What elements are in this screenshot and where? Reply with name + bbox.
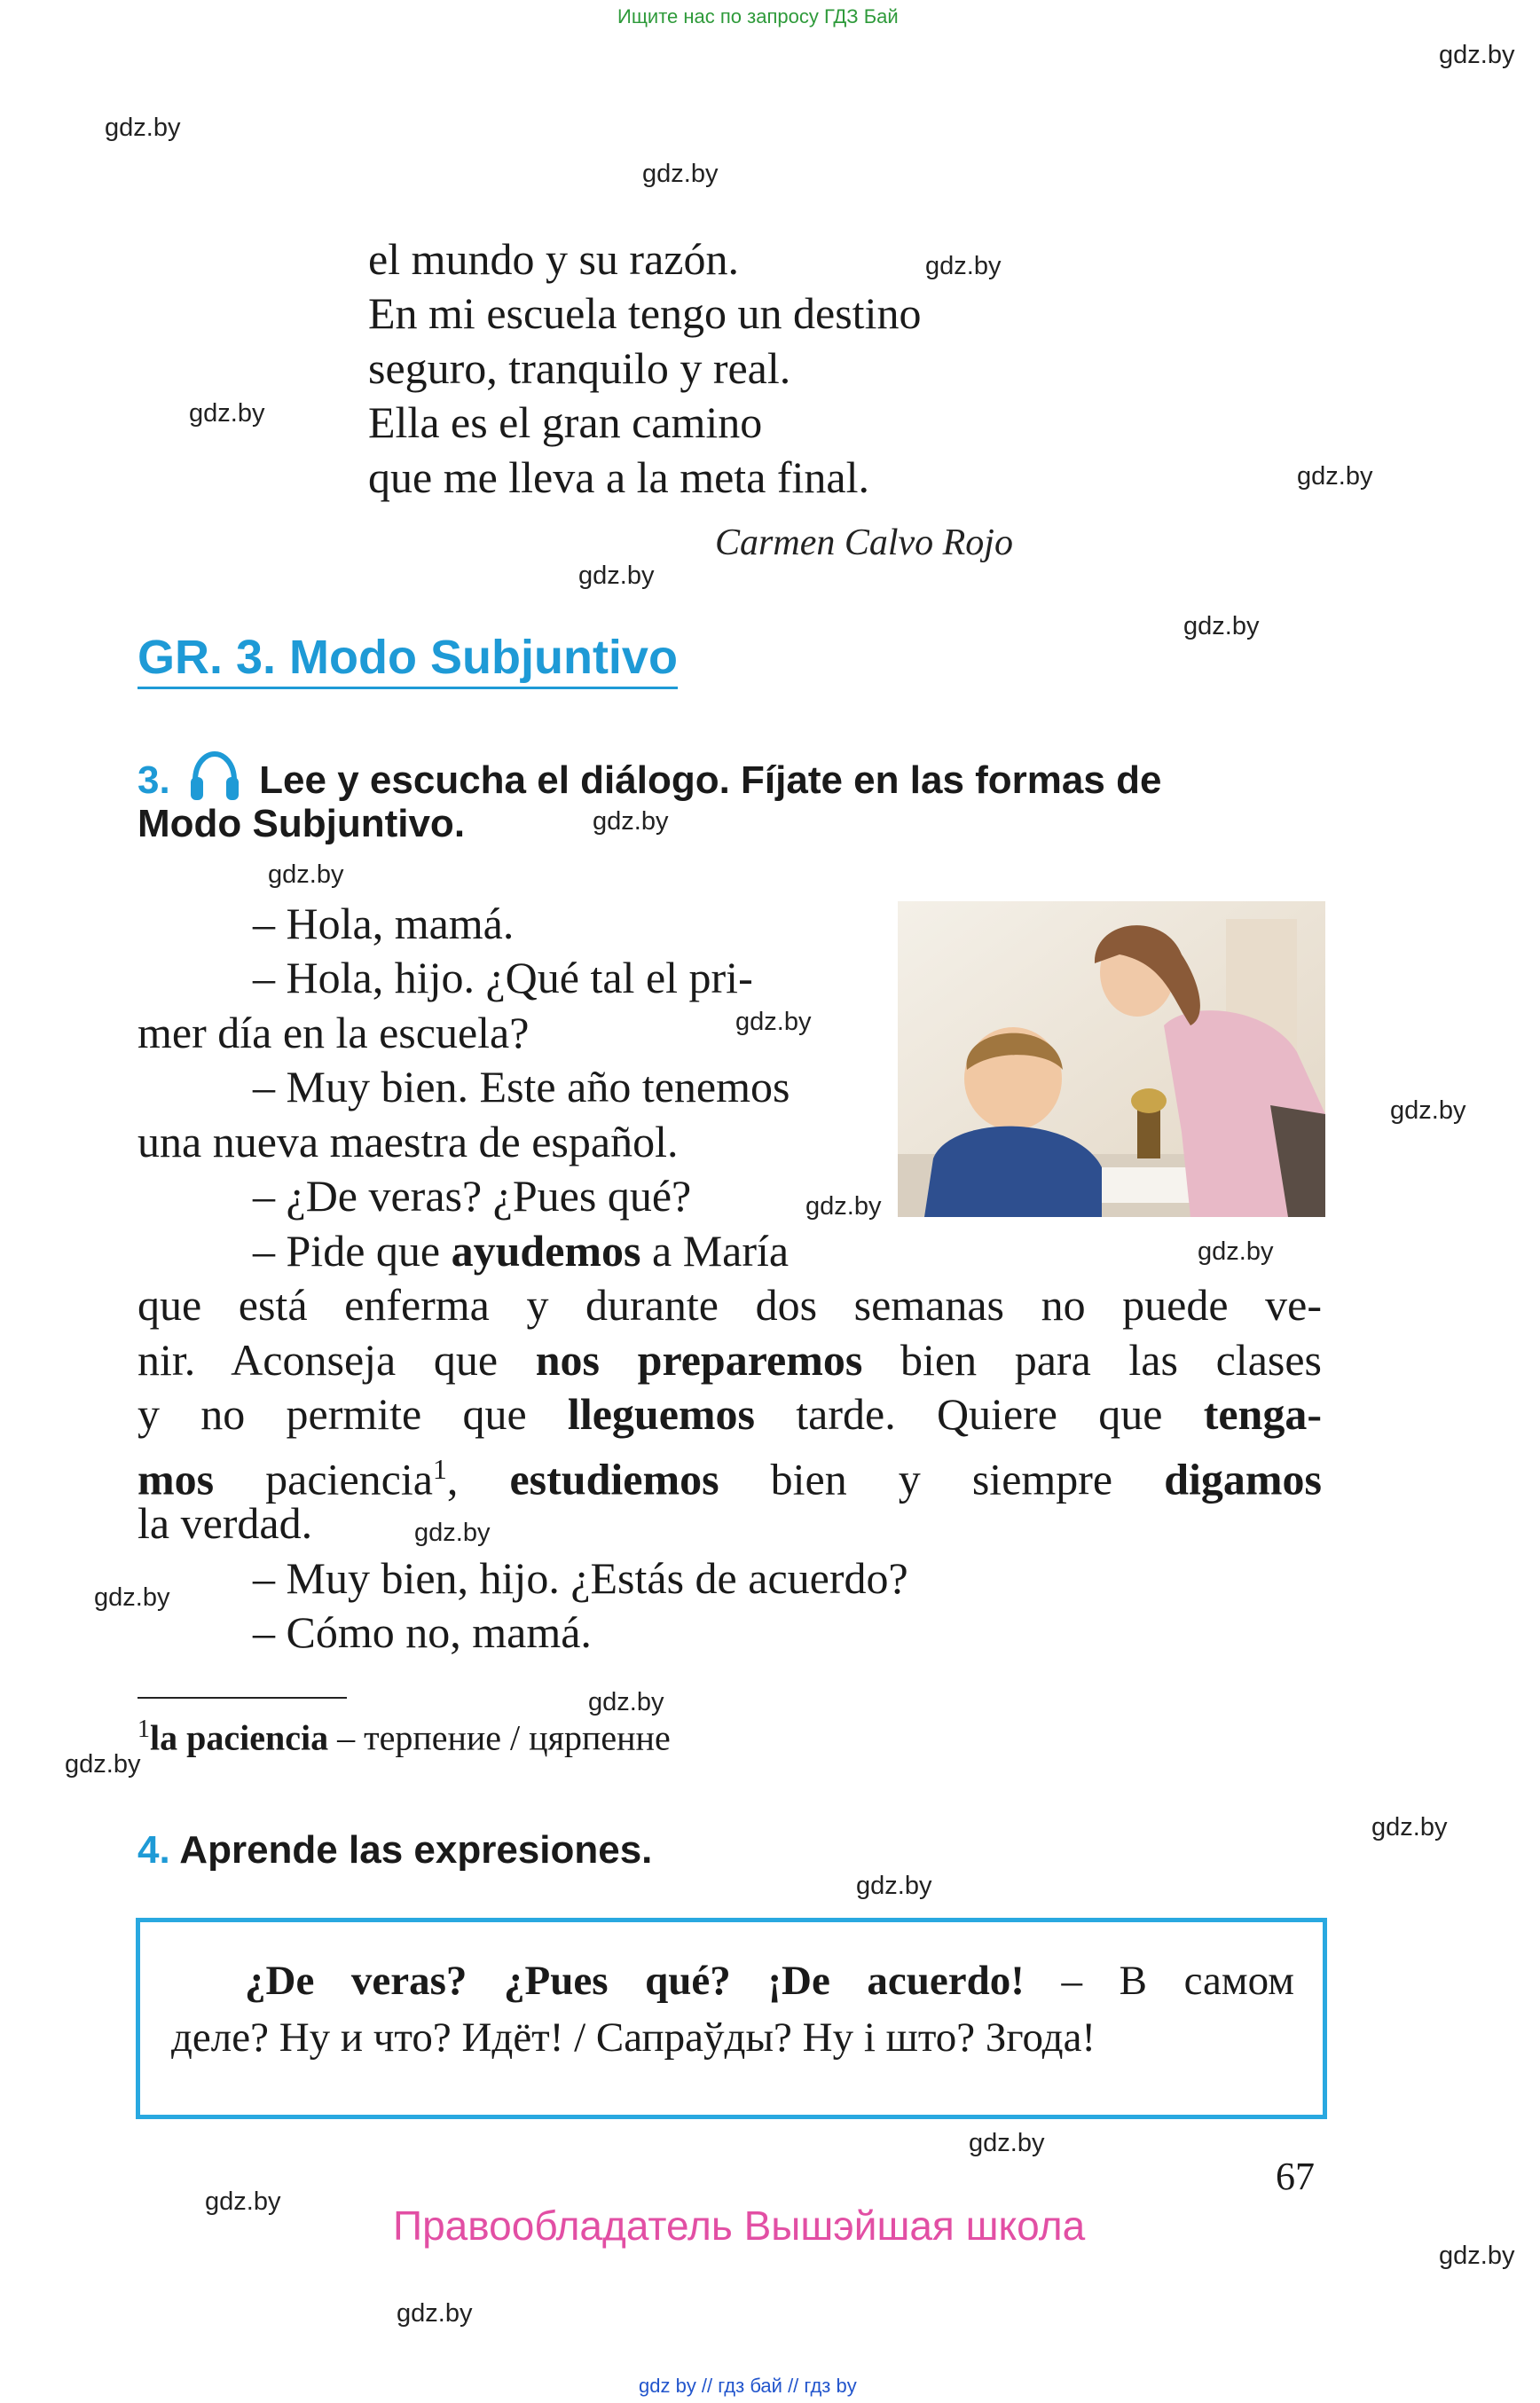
dialogue-line: – Pide que ayudemos a María — [253, 1226, 790, 1276]
watermark: gdz.by — [856, 1872, 932, 1900]
watermark: gdz.by — [642, 160, 719, 188]
poem-line: que me lleva a la meta final. — [368, 452, 870, 502]
poem-line: seguro, tranquilo y real. — [368, 343, 791, 393]
watermark: gdz.by — [397, 2299, 473, 2328]
headphones-icon[interactable] — [186, 750, 243, 804]
dialogue-line: – Muy bien. Este año tenemos — [253, 1062, 790, 1111]
watermark: gdz.by — [205, 2187, 281, 2216]
watermark: gdz.by — [805, 1192, 882, 1221]
dialogue-line: una nueva maestra de español. — [138, 1117, 679, 1166]
subjunctive-verb: tenga- — [1203, 1389, 1322, 1439]
page-number: 67 — [1276, 2155, 1315, 2198]
poem-line: Ella es el gran camino — [368, 397, 763, 447]
watermark: gdz.by — [105, 114, 181, 142]
exercise-number: 3. — [138, 758, 170, 802]
subjunctive-verb: estudiemos — [509, 1454, 719, 1504]
footnote: $^1$la paciencia – терпение / цярпенне — [138, 1716, 671, 1758]
dialogue-line: – Cómo no, mamá. — [253, 1607, 592, 1657]
mother-son-photo — [898, 901, 1325, 1217]
watermark: gdz.by — [593, 807, 669, 836]
dialogue-line: mer día en la escuela? — [138, 1008, 530, 1057]
dialogue-line: y no permite que lleguemos tarde. Quiere que tenga- — [138, 1389, 1322, 1439]
expressions-box — [136, 1918, 1327, 2119]
dialogue-line: – Hola, hijo. ¿Qué tal el pri- — [253, 953, 753, 1002]
subjunctive-verb: nos preparemos — [535, 1335, 863, 1385]
watermark: gdz.by — [1390, 1096, 1466, 1125]
dialogue-line: mos paciencia$^1$, estudiemos bien y siempre digamos — [138, 1453, 1322, 1504]
watermark: gdz.by — [578, 561, 655, 590]
footnote-term: la paciencia — [150, 1717, 329, 1758]
poem-author: Carmen Calvo Rojo — [715, 522, 1013, 563]
footnote-ref[interactable]: 1 — [432, 1453, 447, 1485]
watermark: gdz.by — [1371, 1813, 1448, 1842]
expression-line: ¿De veras? ¿Pues qué? ¡De acuerdo! – В самом — [245, 1958, 1295, 2004]
rights-holder: Правообладатель Вышэйшая школа — [393, 2203, 1086, 2249]
subjunctive-verb: mos — [138, 1454, 215, 1504]
poem-line: el mundo y su razón. — [368, 234, 739, 284]
section-title: GR. 3. Modo Subjuntivo — [138, 630, 678, 689]
top-banner[interactable]: Ищите нас по запросу ГДЗ Бай — [617, 5, 899, 27]
exercise-3-heading — [138, 750, 1322, 804]
watermark: gdz.by — [1198, 1237, 1274, 1266]
watermark: gdz.by — [1183, 612, 1260, 640]
watermark: gdz.by — [588, 1688, 664, 1716]
watermark: gdz.by — [1439, 41, 1515, 69]
watermark: gdz.by — [1439, 2242, 1515, 2270]
watermark: gdz.by — [94, 1583, 170, 1612]
expression-translation: деле? Ну и что? Идёт! / Сапраўды? Ну і што? Згода! — [171, 2014, 1096, 2061]
dialogue-line: – ¿De veras? ¿Pues qué? — [253, 1171, 692, 1221]
watermark: gdz.by — [268, 860, 344, 889]
footnote-divider — [138, 1697, 347, 1699]
watermark: gdz.by — [65, 1750, 141, 1779]
watermark: gdz.by — [1297, 462, 1373, 491]
watermark: gdz.by — [735, 1008, 812, 1036]
dialogue-line: la verdad. — [138, 1498, 313, 1548]
watermark: gdz.by — [969, 2129, 1045, 2157]
exercise-3-instruction: Lee y escucha el diálogo. Fíjate en las formas de — [259, 758, 1162, 802]
watermark: gdz.by — [414, 1519, 491, 1547]
dialogue-line: – Muy bien, hijo. ¿Estás de acuerdo? — [253, 1553, 908, 1603]
footer-links[interactable]: gdz by // гдз бай // гдз by — [639, 2375, 857, 2397]
subjunctive-verb: ayudemos — [451, 1226, 641, 1276]
dialogue-line: que está enferma y durante dos semanas no puede ve- — [138, 1280, 1322, 1330]
watermark: gdz.by — [189, 399, 265, 428]
exercise-3-instruction-cont: Modo Subjuntivo. — [138, 802, 466, 845]
exercise-4-heading: 4. Aprende las expresiones. — [138, 1828, 653, 1872]
dialogue-line: – Hola, mamá. — [253, 899, 515, 948]
watermark: gdz.by — [925, 252, 1002, 280]
subjunctive-verb: lleguemos — [567, 1389, 756, 1439]
dialogue-line: nir. Aconseja que nos preparemos bien para las clases — [138, 1335, 1322, 1385]
subjunctive-verb: digamos — [1164, 1454, 1322, 1504]
poem-line: En mi escuela tengo un destino — [368, 288, 922, 338]
spanish-expressions: ¿De veras? ¿Pues qué? ¡De acuerdo! — [245, 1958, 1025, 2004]
